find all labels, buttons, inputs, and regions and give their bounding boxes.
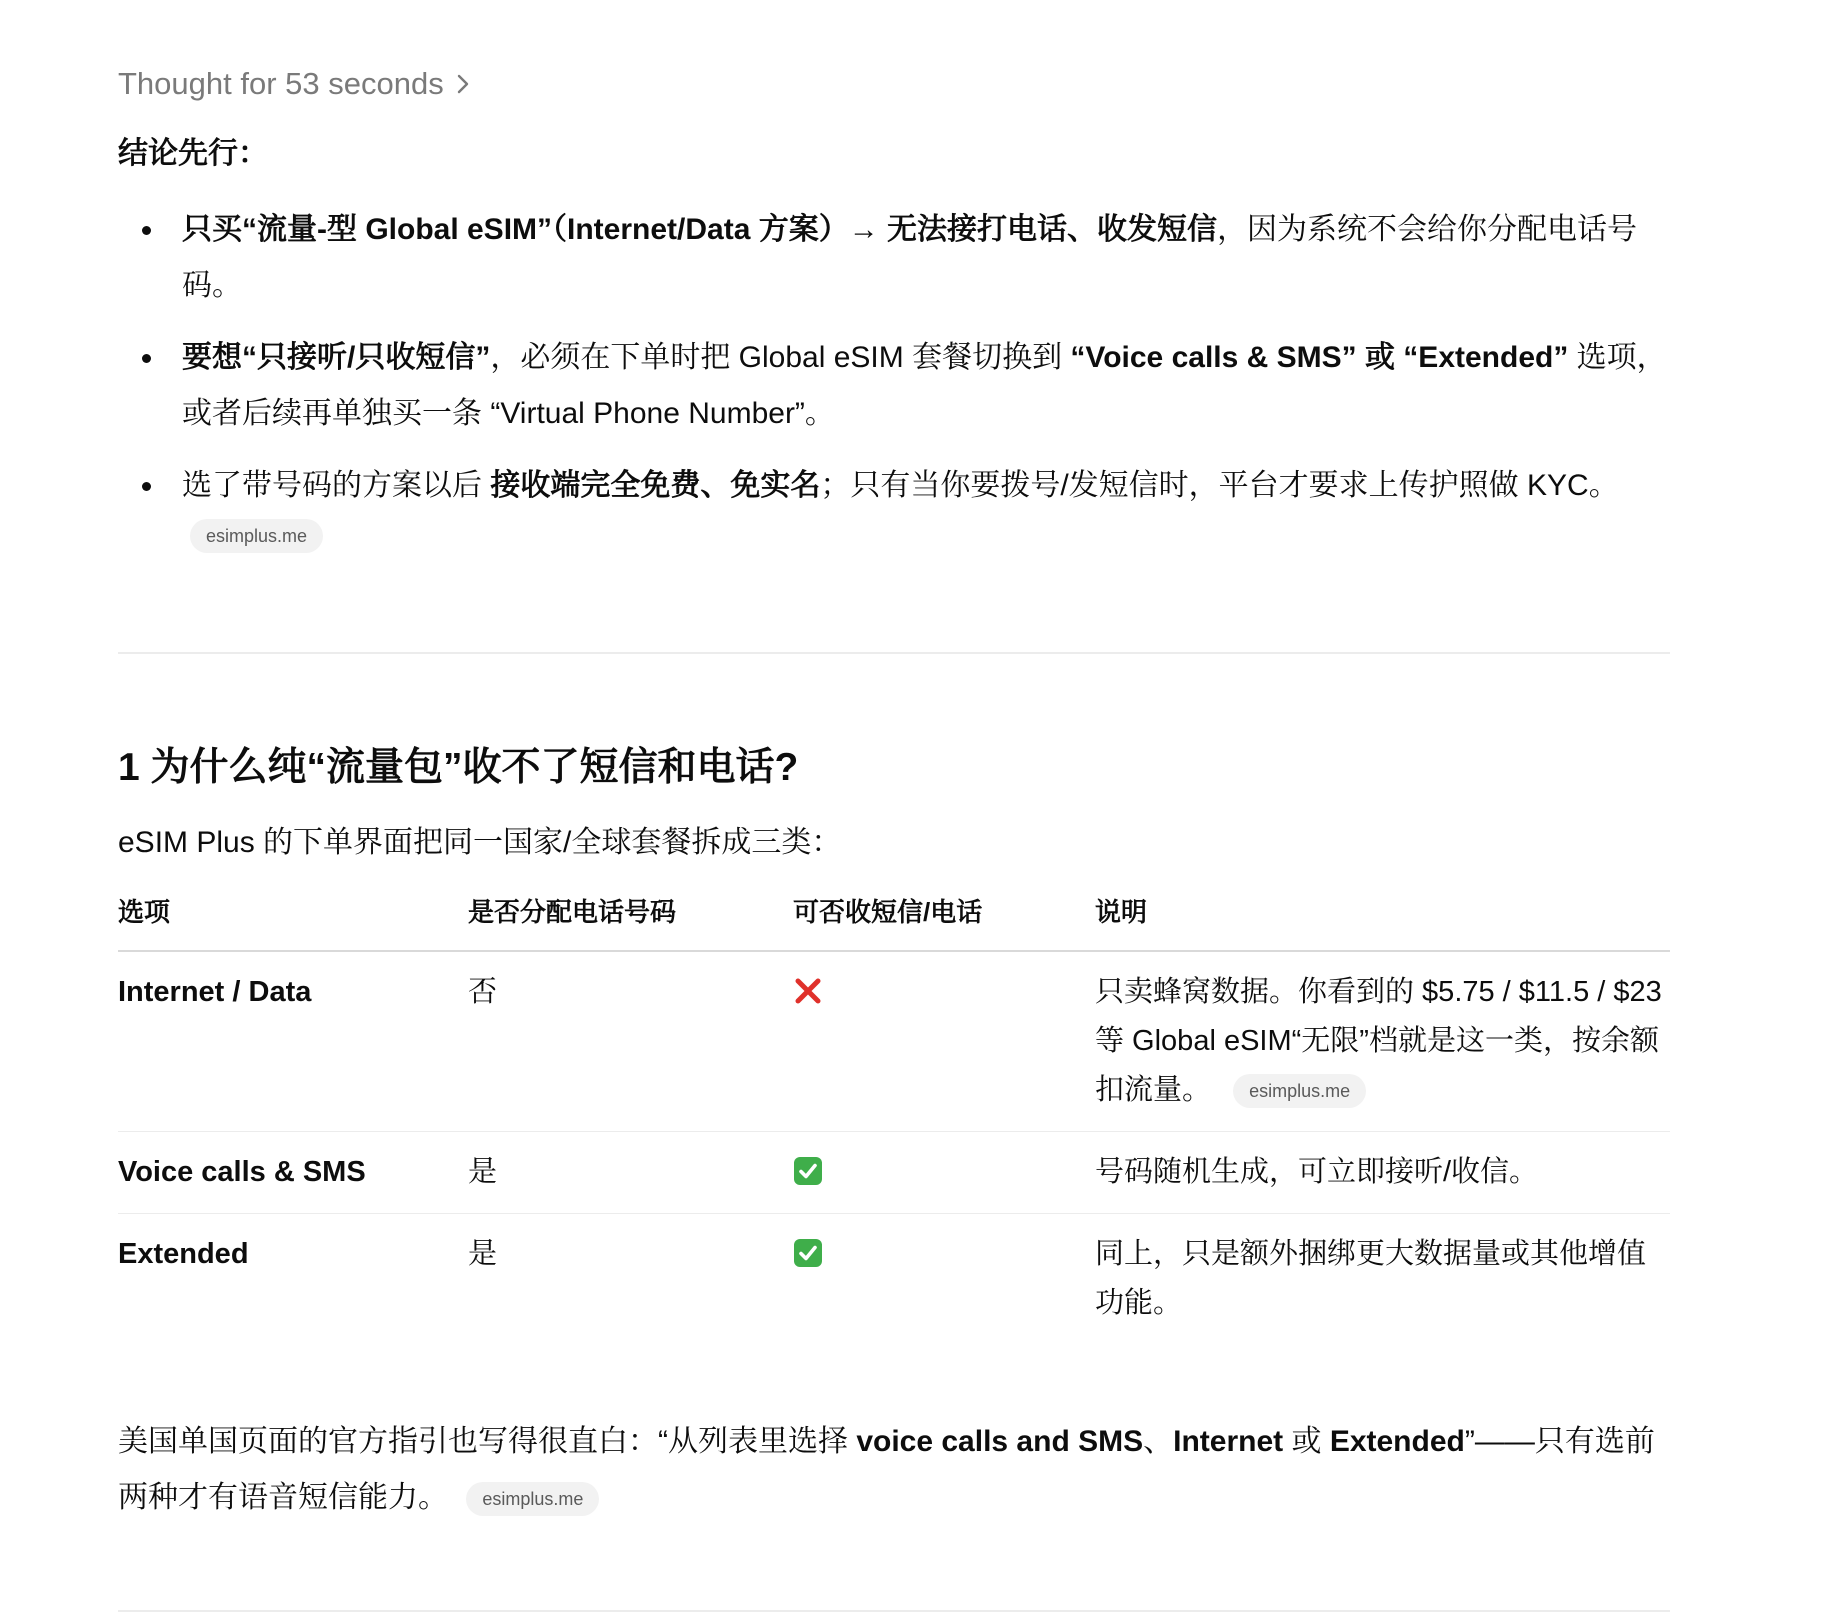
divider <box>118 652 1670 654</box>
table-header: 选项 <box>118 892 468 951</box>
option-cell: Extended <box>118 1238 249 1270</box>
source-chip[interactable]: esimplus.me <box>466 1482 599 1516</box>
bullet-bold-text: “Voice calls & SMS” 或 “Extended” <box>1070 341 1569 374</box>
thought-toggle[interactable] <box>118 66 470 102</box>
note-cell: 同上，只是额外捆绑更大数据量或其他增值功能。 <box>1095 1238 1647 1319</box>
cross-mark-icon <box>793 976 823 1006</box>
bullet-text: ，必须在下单时把 Global eSIM 套餐切换到 <box>490 341 1071 374</box>
para-text: 、 <box>1143 1425 1174 1458</box>
source-chip[interactable]: esimplus.me <box>190 519 323 553</box>
plan-options-table <box>118 892 1670 1344</box>
number-cell: 是 <box>468 1132 793 1214</box>
table-row <box>118 1214 1670 1345</box>
note-text: 只卖蜂窝数据。你看到的 $5.75 / $11.5 / $23 等 Global eSIM“无限”档就是这一类，按余额扣流量。 <box>1095 976 1662 1106</box>
conclusion-heading: 结论先行： <box>118 137 268 170</box>
number-cell: 否 <box>468 951 793 1132</box>
section-title: 1 为什么纯“流量包”收不了短信和电话? <box>118 746 799 789</box>
note-cell: 号码随机生成，可立即接听/收信。 <box>1095 1132 1670 1214</box>
bullet-bold-text: 只买“流量-型 Global eSIM”（Internet/Data 方案）→ 无法接打电话、收发短信 <box>182 213 1218 246</box>
table-header: 是否分配电话号码 <box>468 892 793 951</box>
note-cell <box>1095 951 1670 1132</box>
thought-label: Thought for 53 seconds <box>118 66 444 101</box>
table-header-row <box>118 892 1670 951</box>
table-header: 可否收短信/电话 <box>793 892 1095 951</box>
bullet-text: ，因为系统不会给你分配电话号码。 <box>182 213 1638 302</box>
table-header: 说明 <box>1095 892 1670 951</box>
table-row <box>118 1132 1670 1214</box>
source-chip[interactable]: esimplus.me <box>1233 1074 1366 1108</box>
bullet-bold-text: 要想“只接听/只收短信” <box>182 341 491 374</box>
capability-cell <box>793 951 1095 1132</box>
bullet-text: 选项，或者后续再单独买一条 “Virtual Phone Number”。 <box>182 341 1667 430</box>
table-row <box>118 951 1670 1132</box>
bullet-bold-text: 接收端完全免费、免实名 <box>490 469 821 502</box>
para-text: ”——只有选前两种才有语音短信能力。 <box>118 1425 1655 1514</box>
para-bold-text: Extended <box>1329 1425 1465 1458</box>
bullet-text: 选了带号码的方案以后 <box>182 469 491 502</box>
capability-cell <box>793 1132 1095 1214</box>
list-item <box>118 202 1670 314</box>
section-lead: eSIM Plus 的下单界面把同一国家/全球套餐拆成三类： <box>118 826 842 859</box>
para-bold-text: voice calls and SMS <box>856 1425 1144 1458</box>
conclusion-list <box>118 202 1670 569</box>
option-cell: Internet / Data <box>118 951 468 1132</box>
para-text: 美国单国页面的官方指引也写得很直白：“从列表里选择 <box>118 1425 857 1458</box>
closing-paragraph <box>118 1414 1670 1526</box>
list-item <box>118 330 1670 442</box>
list-item <box>118 458 1670 553</box>
para-bold-text: Internet <box>1173 1425 1284 1458</box>
check-mark-icon <box>793 1156 823 1186</box>
capability-cell <box>793 1214 1095 1345</box>
option-cell: Voice calls & SMS <box>118 1132 468 1214</box>
para-text: 或 <box>1283 1425 1330 1458</box>
chevron-right-icon <box>456 73 470 95</box>
number-cell: 是 <box>468 1238 498 1270</box>
bullet-text: ；只有当你要拨号/发短信时，平台才要求上传护照做 KYC。 <box>820 469 1619 502</box>
check-mark-icon <box>793 1238 823 1268</box>
